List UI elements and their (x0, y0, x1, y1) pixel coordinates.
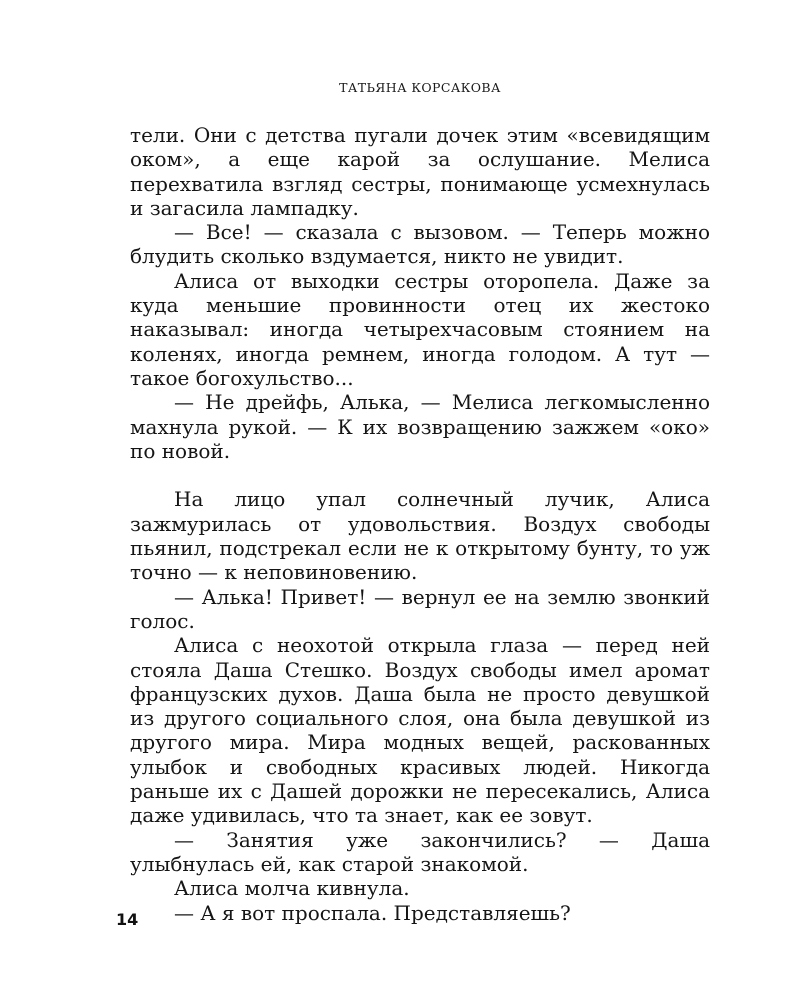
paragraph: — А я вот проспала. Представляешь? (174, 900, 571, 925)
paragraph: На лицо упал солнечный лучик, Алиса зажмурилась от удовольствия. Воздух свободы пьянил, подстрекал если не к открытому бунту, то уж точно — к неповиновению. (130, 487, 710, 585)
paragraph: — Занятия уже закончились? — Даша улыбнулась ей, как старой знакомой. (130, 827, 710, 876)
paragraph: Алиса молча кивнула. (174, 876, 410, 901)
paragraph: — Все! — сказала с вызовом. — Теперь можно блудить сколько вздумается, никто не увидит. (130, 220, 710, 269)
paragraph: Алиса с неохотой открыла глаза — перед ней стояла Даша Стешко. Воздух свободы имел аромат французских духов. Даша была не просто девушкой из другого социального слоя, она была девушкой из другого мира. Мира модных вещей, раскованных улыбок и свободных красивых людей. Никогда раньше их с Дашей дорожки не пересекались, Алиса даже удивилась, что та знает, как ее зовут. (130, 633, 710, 828)
paragraph: — Алька! Привет! — вернул ее на землю звонкий голос. (130, 584, 710, 633)
running-head: ТАТЬЯНА КОРСАКОВА (339, 80, 501, 95)
section-break (130, 463, 710, 487)
page-number: 14 (116, 910, 139, 929)
paragraph: — Не дрейфь, Алька, — Мелиса легкомысленно махнула рукой. — К их возвращению зажжем «око» по новой. (130, 390, 710, 463)
paragraph: тели. Они с детства пугали дочек этим «всевидящим оком», а еще карой за ослушание. Мелиса перехватила взгляд сестры, понимающе усмехнулась и загасила лампадку. (130, 123, 710, 220)
body-text (130, 123, 710, 925)
paragraph: Алиса от выходки сестры оторопела. Даже за куда меньшие провинности отец их жестоко наказывал: иногда четырехчасовым стоянием на коленях, иногда ремнем, иногда голодом. А тут — такое богохульство... (130, 268, 710, 390)
